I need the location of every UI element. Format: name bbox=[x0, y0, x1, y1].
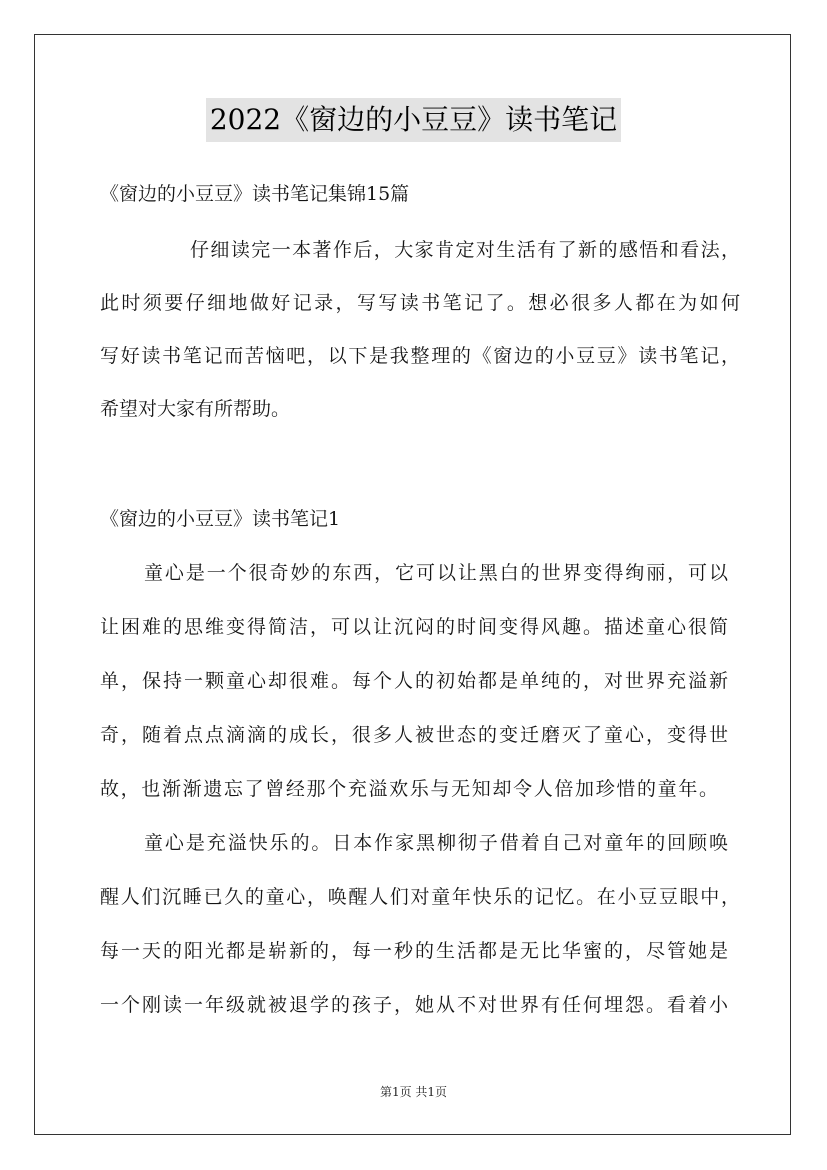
intro-line: 仔细读完一本著作后，大家肯定对生活有了新的感悟和看法， bbox=[190, 239, 740, 261]
intro-line: 希望对大家有所帮助。 bbox=[100, 398, 291, 420]
paragraph-line: 故，也渐渐遗忘了曾经那个充溢欢乐与无知却令人倍加珍惜的童年。 bbox=[100, 778, 718, 800]
document-title: 2022《窗边的小豆豆》读书笔记 bbox=[206, 98, 621, 142]
paragraph-line: 奇，随着点点滴滴的成长，很多人被世态的变迁磨灭了童心，变得世 bbox=[100, 724, 728, 746]
paragraph-line: 单，保持一颗童心却很难。每个人的初始都是单纯的，对世界充溢新 bbox=[100, 670, 728, 692]
paragraph-line: 一个刚读一年级就被退学的孩子，她从不对世界有任何埋怨。看着小 bbox=[100, 994, 728, 1016]
paragraph-line: 每一天的阳光都是崭新的，每一秒的生活都是无比华蜜的，尽管她是 bbox=[100, 940, 728, 962]
paragraph-line: 让困难的思维变得简洁，可以让沉闷的时间变得风趣。描述童心很简 bbox=[100, 616, 728, 638]
intro-line: 写好读书笔记而苦恼吧，以下是我整理的《窗边的小豆豆》读书笔记， bbox=[100, 345, 740, 367]
page-number-footer: 第1页 共1页 bbox=[379, 1085, 448, 1099]
paragraph-line: 童心是充溢快乐的。日本作家黑柳彻子借着自己对童年的回顾唤 bbox=[144, 832, 728, 854]
title-wrap bbox=[0, 98, 827, 142]
document-subtitle: 《窗边的小豆豆》读书笔记集锦15篇 bbox=[100, 183, 410, 205]
paragraph-line: 童心是一个很奇妙的东西，它可以让黑白的世界变得绚丽，可以 bbox=[144, 562, 728, 584]
paragraph-line: 醒人们沉睡已久的童心，唤醒人们对童年快乐的记忆。在小豆豆眼中， bbox=[100, 886, 740, 908]
intro-line: 此时须要仔细地做好记录，写写读书笔记了。想必很多人都在为如何 bbox=[100, 292, 740, 314]
section-heading: 《窗边的小豆豆》读书笔记1 bbox=[100, 508, 341, 530]
